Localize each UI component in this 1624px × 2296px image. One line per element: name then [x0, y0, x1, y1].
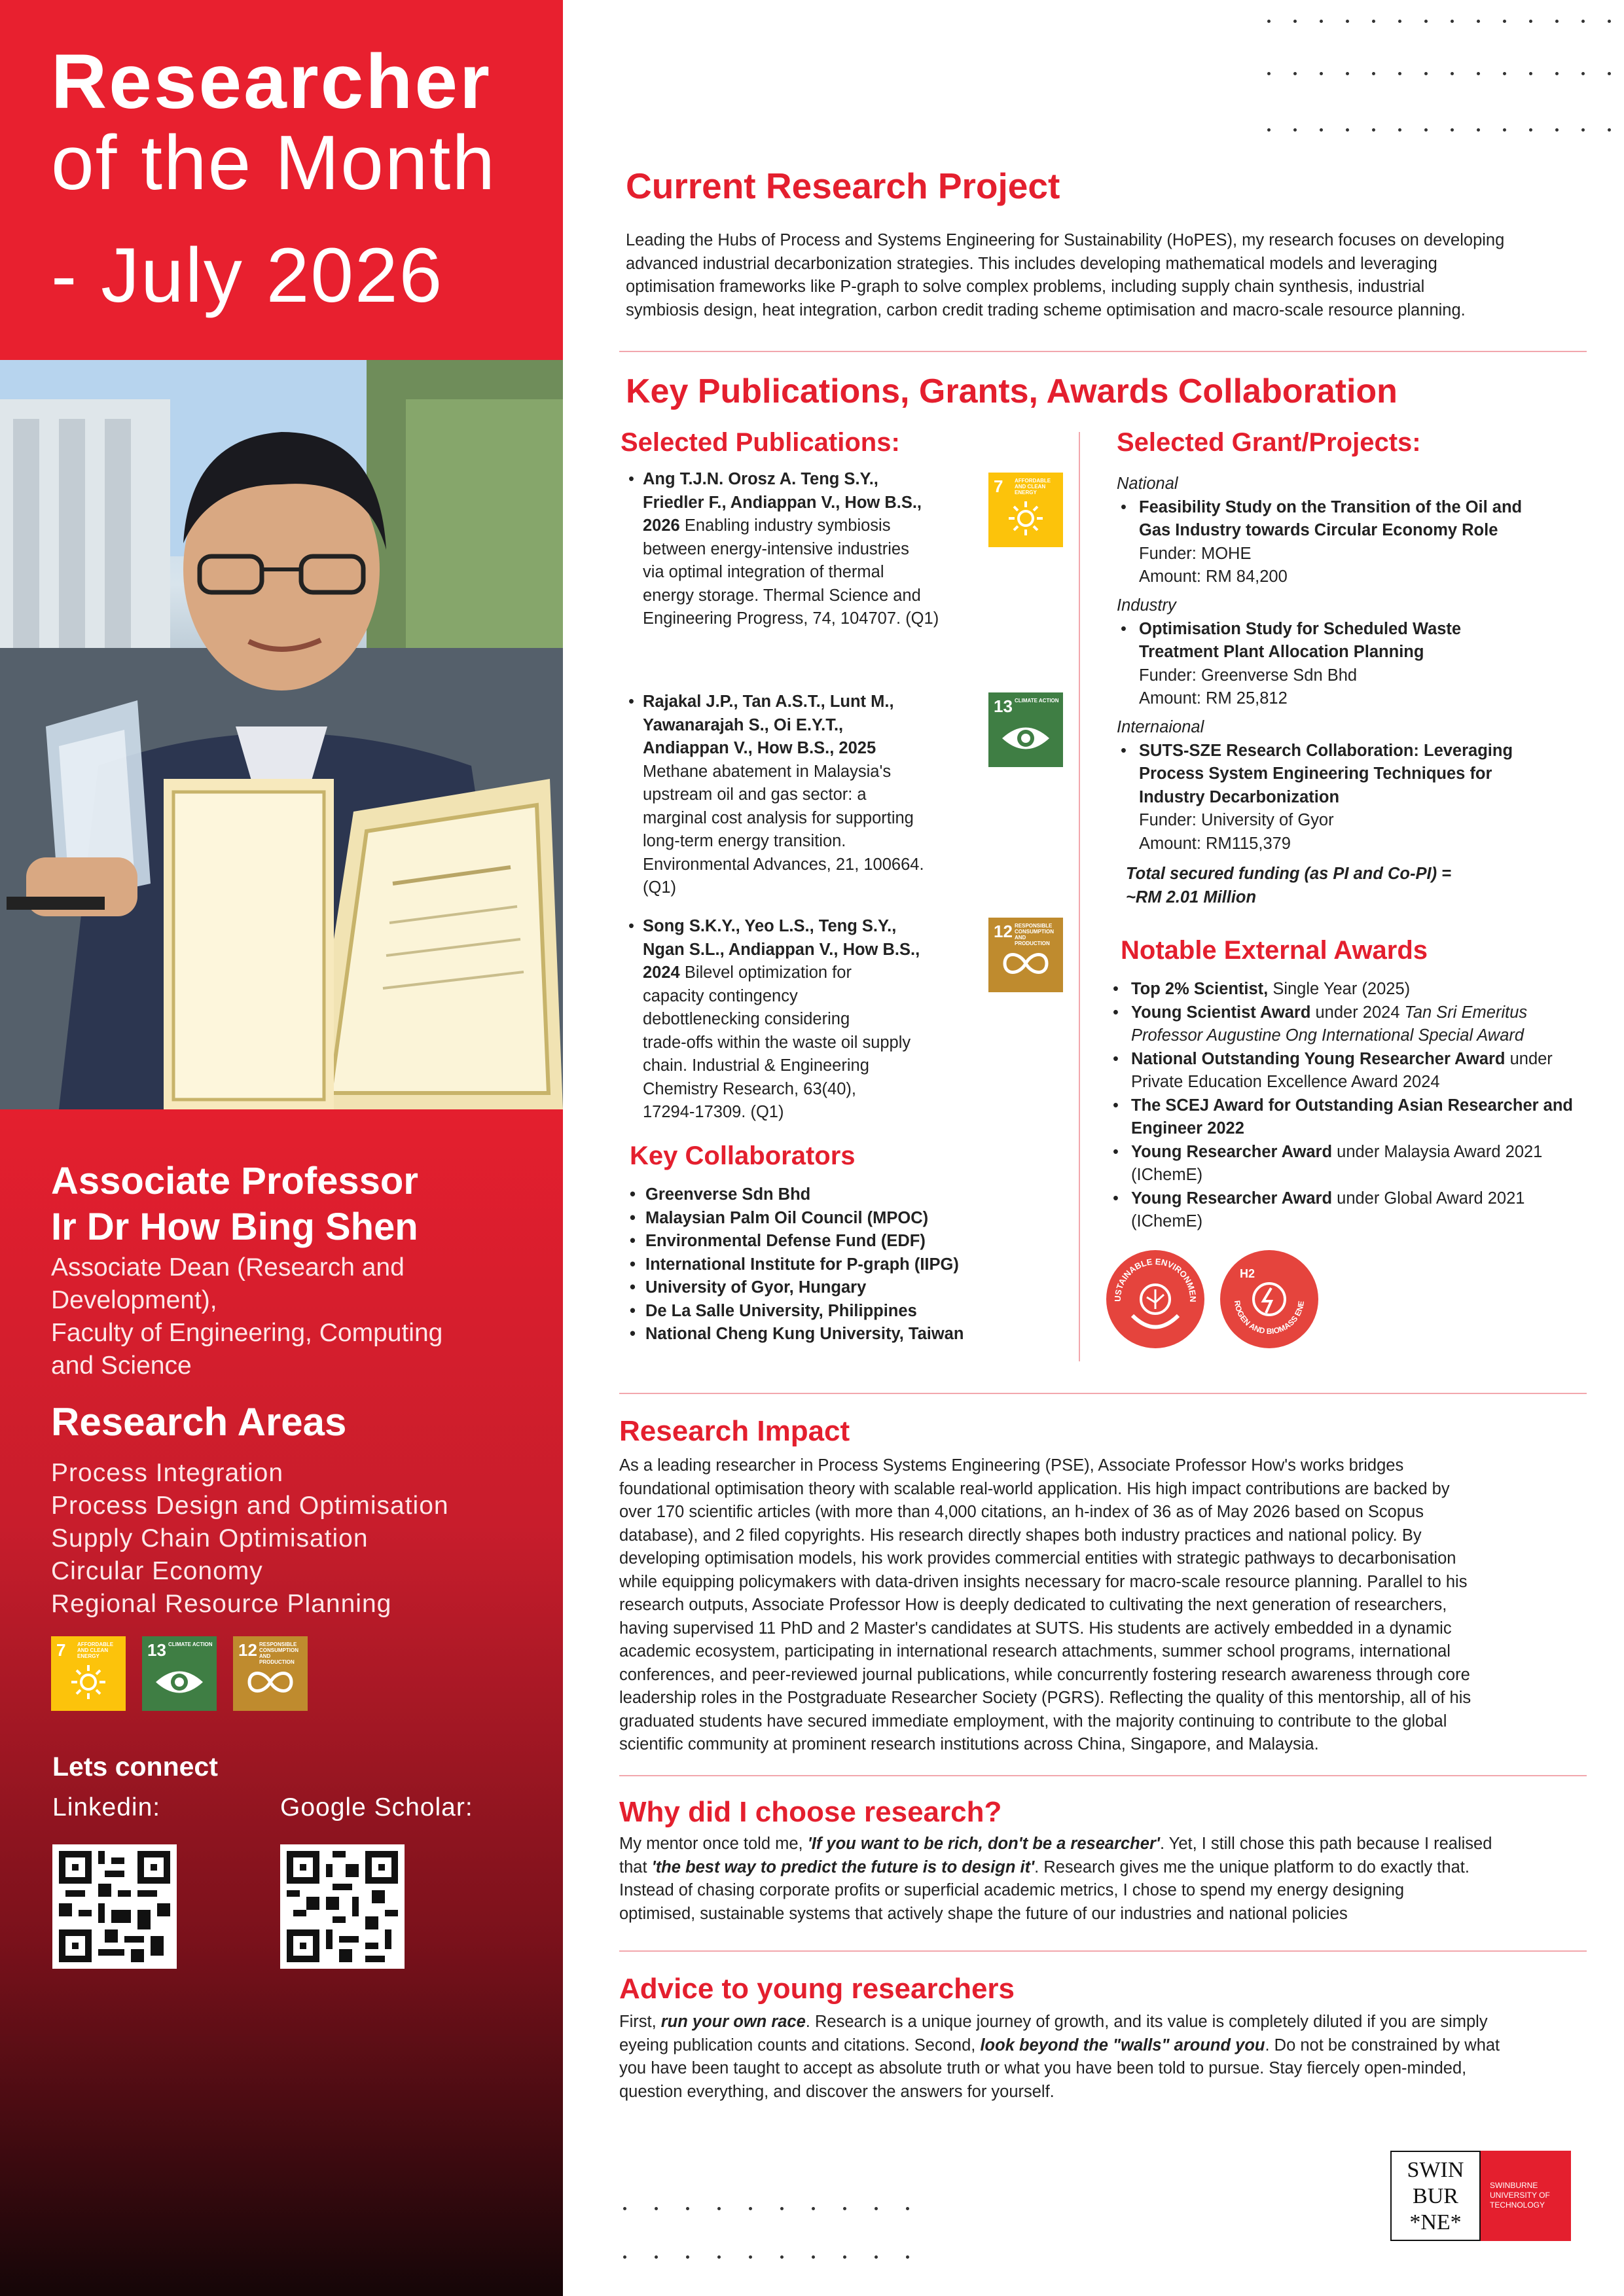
grant-item [1117, 618, 1575, 711]
sun-icon [51, 1659, 126, 1706]
emphasis-text: look beyond the "walls" around you [980, 2036, 1265, 2054]
text-line [619, 1856, 1588, 1880]
pub-text: Enabling industry symbiosis [679, 516, 891, 535]
research-impact-text [619, 1454, 1588, 1757]
sdg-label: RESPONSIBLE CONSUMPTION AND PRODUCTION [1015, 923, 1054, 946]
divider [619, 1950, 1587, 1952]
pub-authors: Song S.K.Y., Yeo L.S., Teng S.Y., [643, 917, 897, 935]
sdg-label: CLIMATE ACTION [168, 1641, 213, 1647]
award-name: Top 2% Scientist, [1131, 980, 1269, 998]
text-line: while equipping policymakers with data-driven insights necessary for macro-scale resource planning. Parallel to his [619, 1572, 1468, 1591]
award-name: Young Researcher Award [1131, 1142, 1333, 1161]
bullet: • [628, 917, 634, 935]
award-item [1113, 978, 1584, 1001]
pub-text: Methane abatement in Malaysia's [643, 762, 892, 781]
text-span: . Research is a unique journey of growth, and its value is completely diluted if you are simply [805, 2013, 1488, 2031]
pub-authors: Ngan S.L., Andiappan V., How B.S., [643, 940, 920, 959]
collaborator-item: • Malaysian Palm Oil Council (MPOC) [630, 1207, 964, 1230]
text-span: that [619, 1857, 652, 1876]
emphasis-text: run your own race [660, 2013, 806, 2031]
pub-text: long-term energy transition. [643, 832, 846, 850]
badge-text: ROGEN AND BIOMASS ENE [1232, 1300, 1307, 1336]
pub-text: 17294-17309. (Q1) [643, 1103, 784, 1121]
collaborator-item: • Greenverse Sdn Bhd [630, 1183, 964, 1207]
selected-grants-heading: Selected Grant/Projects: [1117, 428, 1421, 457]
grant-amount: Amount: RM 84,200 [1139, 567, 1288, 586]
eye-globe-icon [142, 1659, 217, 1706]
research-impact-heading: Research Impact [619, 1415, 850, 1447]
bullet: • [1121, 741, 1127, 760]
pub-text: upstream oil and gas sector: a [643, 785, 867, 804]
award-item [1113, 1001, 1584, 1048]
text-line: foundational optimisation theory with scalable real-world application. His high impact contributions are backed by [619, 1479, 1450, 1498]
grant-funder: Funder: MOHE [1139, 544, 1252, 563]
text-line: database), and 2 filed copyrights. His research directly shapes both industry practices and national policy. By [619, 1526, 1422, 1545]
sdg-number: 7 [56, 1640, 66, 1660]
award-name: The SCEJ Award for Outstanding Asian Researcher and Engineer 2022 [1131, 1096, 1573, 1138]
grant-group-international [1117, 716, 1575, 855]
text-line [619, 2011, 1588, 2034]
research-area-item: Process Integration [51, 1459, 284, 1487]
award-name: National Outstanding Young Researcher Award [1131, 1049, 1506, 1068]
award-item [1113, 1141, 1584, 1187]
lets-connect-heading: Lets connect [52, 1751, 218, 1782]
publication-item [628, 915, 957, 1124]
grant-funder: Funder: Greenverse Sdn Bhd [1139, 666, 1358, 685]
award-name: Young Scientist Award [1131, 1003, 1311, 1022]
grant-category: Internaional [1117, 718, 1204, 736]
logo-text: UNIVERSITY OF [1490, 2191, 1550, 2200]
text-span: My mentor once told me, [619, 1835, 808, 1853]
pub-authors: Ang T.J.N. Orosz A. Teng S.Y., [643, 470, 878, 488]
collaborator-item: • National Cheng Kung University, Taiwan [630, 1323, 964, 1346]
text-span: . Research gives me the unique platform to do exactly that. [1034, 1857, 1470, 1876]
text-span: First, [619, 2013, 661, 2031]
bullet: • [1121, 497, 1127, 516]
grant-funder: Funder: University of Gyor [1139, 811, 1334, 829]
grant-category: National [1117, 475, 1178, 493]
pub-text: Bilevel optimization for [679, 963, 852, 982]
pub-year: 2026 [643, 516, 680, 535]
text-line: leadership roles in the Postgraduate Researcher Society (PGRS). Reflecting the quality of this mentorship, all of his [619, 1689, 1471, 1707]
award-detail: under Malaysia Award 2021 (IChemE) [1131, 1142, 1543, 1184]
pub-text: between energy-intensive industries [643, 539, 909, 558]
logo-text: *NE* [1409, 2210, 1462, 2234]
grant-group-national [1117, 473, 1575, 589]
text-line: Instead of chasing corporate profits or superficial academic metrics, I chose to spend my energy designing [619, 1881, 1405, 1899]
name-line-2: Ir Dr How Bing Shen [51, 1206, 418, 1248]
role-line: Development), [51, 1286, 217, 1314]
text-line: research outputs, Associate Professor How is deeply dedicated to cultivating the next generation of researchers, [619, 1596, 1447, 1614]
grant-title: Gas Industry towards Circular Economy Role [1139, 521, 1498, 539]
sdg-label: AFFORDABLE AND CLEAN ENERGY [1015, 478, 1051, 495]
title-researcher: Researcher [51, 39, 492, 125]
award-detail-italic: Tan Sri Emeritus Professor Augustine Ong International Special Award [1131, 1003, 1528, 1045]
researcher-photo [0, 360, 563, 1109]
sdg-7-icon [51, 1636, 126, 1711]
publication-item [628, 468, 957, 631]
awards-list [1113, 978, 1584, 1234]
text-line: having supervised 11 PhD and 2 Master's candidates at SUTS. His students are actively embedded in a dynamic [619, 1619, 1452, 1638]
sdg-number: 12 [994, 922, 1013, 941]
pub-text: Environmental Advances, 21, 100664. [643, 855, 924, 874]
grant-amount: Amount: RM 25,812 [1139, 689, 1288, 708]
logo-tagline [1481, 2151, 1571, 2241]
pub-text: (Q1) [643, 878, 676, 897]
total-funding-line: Total secured funding (as PI and Co-PI) = [1126, 865, 1452, 883]
collaborator-item: • International Institute for P-graph (IIPG) [630, 1253, 964, 1277]
text-line: question everything, and discover the answers for yourself. [619, 2082, 1055, 2101]
research-area-item: Circular Economy [51, 1557, 263, 1585]
award-item [1113, 1094, 1584, 1141]
collaborator-item: • University of Gyor, Hungary [630, 1276, 964, 1300]
role-line: and Science [51, 1352, 192, 1380]
logo-wordmark [1390, 2151, 1481, 2241]
svg-text:HYDROGEN AND BIOMASS ENERGY [1220, 1250, 1306, 1336]
text-line: graduated students have secured immediate employment, with the majority continuing to contribute to the global [619, 1712, 1447, 1731]
title-date: - July 2026 [51, 232, 444, 319]
sun-icon [988, 495, 1063, 542]
title-of-the-month: of the Month [51, 120, 496, 206]
grant-category: Industry [1117, 596, 1176, 615]
role-line: Faculty of Engineering, Computing [51, 1319, 443, 1347]
total-funding-amount: ~RM 2.01 Million [1126, 888, 1257, 906]
research-area-item: Process Design and Optimisation [51, 1492, 449, 1520]
pub-authors: Andiappan V., How B.S., 2025 [643, 739, 876, 757]
text-line: As a leading researcher in Process Systems Engineering (PSE), Associate Professor How's works bridges [619, 1456, 1404, 1475]
sdg-number: 13 [994, 696, 1013, 716]
text-span: . Do not be constrained by what [1265, 2036, 1500, 2054]
researcher-role [51, 1251, 522, 1382]
name-line-1: Associate Professor [51, 1160, 418, 1202]
linkedin-label: Linkedin: [52, 1793, 161, 1821]
google-scholar-label: Google Scholar: [280, 1793, 473, 1821]
external-awards-heading: Notable External Awards [1121, 936, 1428, 965]
text-line [619, 2034, 1588, 2058]
research-areas-list [51, 1457, 449, 1621]
infinity-icon [233, 1659, 308, 1706]
research-areas-heading: Research Areas [51, 1400, 347, 1444]
collaborator-item: • Environmental Defense Fund (EDF) [630, 1230, 964, 1253]
pub-year: 2024 [643, 963, 680, 982]
why-research-text [619, 1833, 1588, 1926]
award-detail: under Global Award 2021 (IChemE) [1131, 1189, 1525, 1230]
divider [619, 351, 1587, 352]
left-panel [0, 0, 563, 2296]
bullet: • [1121, 619, 1127, 638]
badge-text: USTAINABLE ENVIRONMEN [1112, 1256, 1199, 1302]
text-line [619, 1833, 1588, 1856]
grant-group-industry [1117, 594, 1575, 711]
total-funding [1126, 863, 1584, 909]
grant-title: Process System Engineering Techniques for [1139, 764, 1492, 783]
sdg-number: 13 [147, 1640, 166, 1660]
grant-title: Optimisation Study for Scheduled Waste [1139, 619, 1462, 638]
publication-item [628, 691, 957, 900]
advice-text [619, 2011, 1588, 2104]
logo-text: TECHNOLOGY [1490, 2200, 1545, 2210]
researcher-name [51, 1158, 418, 1250]
logo-text: BUR [1413, 2184, 1458, 2208]
svg-text:SUSTAINABLE ENVIRONMENT [1106, 1250, 1198, 1302]
title-banner [0, 0, 563, 360]
pub-text: debottlenecking considering [643, 1010, 850, 1028]
selected-publications-heading: Selected Publications: [621, 428, 900, 457]
pub-text: Chemistry Research, 63(40), [643, 1079, 856, 1098]
text-line: developing optimisation models, his work provides commercial entities with strategic pathways to decarbonisation [619, 1549, 1456, 1568]
sdg-12-icon [233, 1636, 308, 1711]
why-research-heading: Why did I choose research? [619, 1796, 1002, 1828]
key-collaborators-heading: Key Collaborators [630, 1141, 856, 1170]
pub-authors: Friedler F., Andiappan V., How B.S., [643, 493, 922, 512]
sdg-label: CLIMATE ACTION [1015, 698, 1059, 704]
research-area-item: Regional Resource Planning [51, 1590, 392, 1618]
google-scholar-qr-code[interactable] [280, 1844, 405, 1969]
role-line: Associate Dean (Research and [51, 1253, 405, 1282]
h2-label: H2 [1240, 1267, 1255, 1280]
text-span: . Yet, I still chose this path because I realised [1159, 1835, 1492, 1853]
logo-text: SWIN [1407, 2158, 1464, 2182]
logo-text: SWINBURNE [1490, 2181, 1538, 2190]
pub-text: marginal cost analysis for supporting [643, 808, 914, 827]
hydrogen-biomass-energy-badge [1220, 1250, 1318, 1348]
sdg-13-icon [988, 692, 1063, 767]
sdg-number: 12 [238, 1640, 257, 1660]
text-line: academic ecosystem, participating in international research attachments, summer school programs, international [619, 1642, 1451, 1660]
text-line: over 170 scientific articles (with more than 4,000 citations, an h-index of 36 as of May 2026 based on Scopus [619, 1503, 1424, 1521]
text-line: symbiosis design, heat integration, carbon credit trading scheme optimisation and macro-scale resource planning. [626, 300, 1466, 319]
grant-item [1117, 496, 1575, 589]
current-project-heading: Current Research Project [626, 166, 1060, 206]
pub-text: trade-offs within the waste oil supply [643, 1033, 911, 1052]
eye-globe-icon [988, 715, 1063, 762]
sustainable-environment-badge [1106, 1250, 1204, 1348]
bullet: • [628, 470, 634, 488]
infinity-icon [988, 940, 1063, 987]
text-line: you have been taught to accept as absolute truth or what you have been told to pursue. Stay fiercely open-minded, [619, 2059, 1467, 2077]
sdg-13-icon [142, 1636, 217, 1711]
text-line: scientific community at prominent research institutions across China, Singapore, and Malaysia. [619, 1735, 1319, 1753]
pub-text: capacity contingency [643, 986, 798, 1005]
sdg-7-icon [988, 473, 1063, 547]
column-divider [1079, 432, 1080, 1361]
advice-heading: Advice to young researchers [619, 1973, 1015, 2005]
pub-authors: Rajakal J.P., Tan A.S.T., Lunt M., [643, 692, 894, 711]
sdg-number: 7 [994, 476, 1003, 496]
award-item [1113, 1187, 1584, 1234]
text-line: optimisation frameworks like P-graph to solve complex problems, including supply chain synthesis, industrial [626, 278, 1425, 296]
pub-text: via optimal integration of thermal [643, 563, 884, 581]
text-line: Leading the Hubs of Process and Systems Engineering for Sustainability (HoPES), my research focuses on developing [626, 231, 1505, 249]
collaborators-list [630, 1183, 964, 1346]
sdg-label: AFFORDABLE AND CLEAN ENERGY [77, 1641, 114, 1659]
sdg-12-icon [988, 918, 1063, 992]
divider [619, 1393, 1587, 1394]
pub-text: chain. Industrial & Engineering [643, 1056, 869, 1075]
text-line: advanced industrial decarbonization strategies. This includes developing mathematical models and leveraging [626, 254, 1437, 273]
text-line: optimised, sustainable systems that actively shape the future of our industries and national policies [619, 1904, 1348, 1923]
pub-authors: Yawanarajah S., Oi E.Y.T., [643, 715, 844, 734]
sdg-label: RESPONSIBLE CONSUMPTION AND PRODUCTION [259, 1641, 298, 1665]
grant-title: Treatment Plant Allocation Planning [1139, 643, 1424, 661]
quote-text: 'the best way to predict the future is to design it' [651, 1857, 1035, 1876]
sdg-icon-row [51, 1636, 308, 1711]
grant-title: Feasibility Study on the Transition of the Oil and [1139, 497, 1523, 516]
collaborator-item: • De La Salle University, Philippines [630, 1300, 964, 1323]
swinburne-logo [1390, 2151, 1571, 2241]
divider [619, 1775, 1587, 1776]
grant-item [1117, 740, 1575, 856]
award-name: Young Researcher Award [1131, 1189, 1333, 1208]
grant-amount: Amount: RM115,379 [1139, 834, 1291, 853]
linkedin-qr-code[interactable] [52, 1844, 177, 1969]
pub-text: Engineering Progress, 74, 104707. (Q1) [643, 609, 939, 628]
award-detail: Single Year (2025) [1268, 980, 1411, 998]
research-area-item: Supply Chain Optimisation [51, 1524, 369, 1552]
award-detail: under Private Education Excellence Award 2024 [1131, 1049, 1553, 1091]
bullet: • [628, 692, 634, 711]
current-project-text [626, 229, 1581, 322]
award-item [1113, 1048, 1584, 1094]
pub-text: energy storage. Thermal Science and [643, 586, 921, 605]
text-line: conferences, and peer-reviewed journal publications, while concurrently fostering research awareness through core [619, 1665, 1470, 1684]
text-span: eyeing publication counts and citations. Second, [619, 2036, 981, 2054]
key-publications-heading: Key Publications, Grants, Awards Collaboration [626, 372, 1398, 410]
award-detail: under 2024 [1310, 1003, 1405, 1022]
grant-title: SUTS-SZE Research Collaboration: Leveraging [1139, 741, 1513, 760]
quote-text: 'If you want to be rich, don't be a researcher' [807, 1835, 1160, 1853]
grant-title: Industry Decarbonization [1139, 787, 1340, 806]
